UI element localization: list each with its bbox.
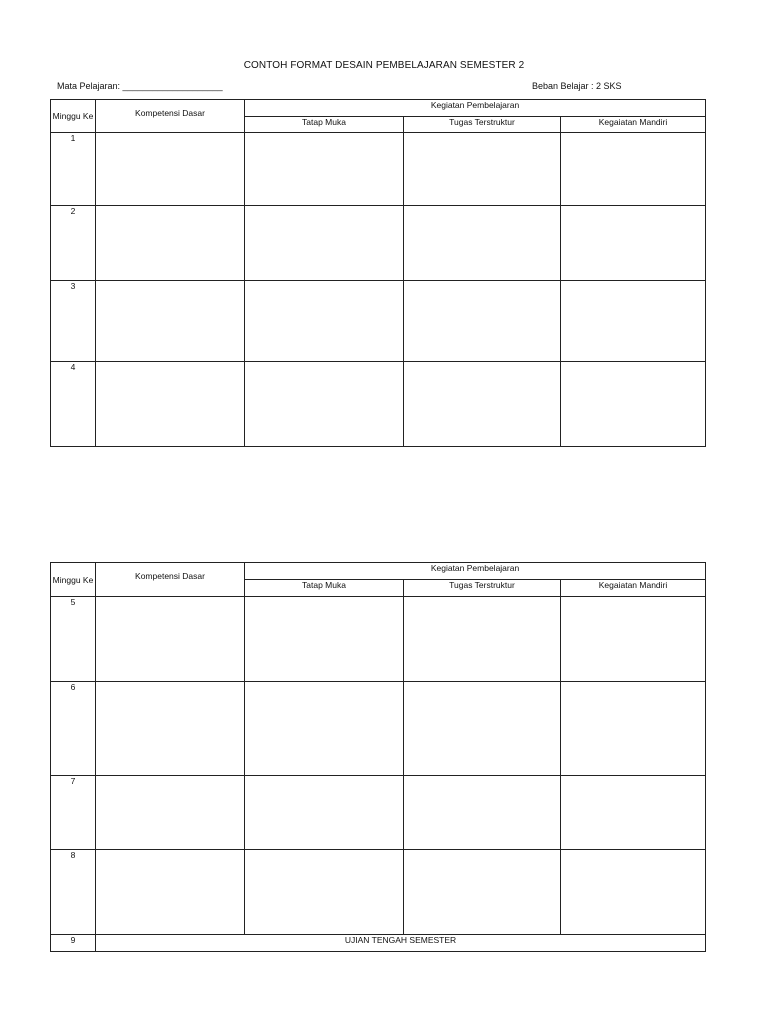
tugas-cell[interactable] (404, 281, 561, 362)
tatap-muka-cell[interactable] (245, 281, 404, 362)
week-number: 4 (51, 362, 96, 447)
learning-design-table-1 (50, 99, 706, 447)
header-kegiatan-pembelajaran: Kegiatan Pembelajaran (245, 563, 706, 580)
kompetensi-cell[interactable] (96, 133, 245, 206)
table-row (51, 133, 706, 206)
kompetensi-cell[interactable] (96, 362, 245, 447)
header-tatap-muka: Tatap Muka (245, 580, 404, 597)
tatap-muka-cell[interactable] (245, 597, 404, 682)
mandiri-cell[interactable] (561, 850, 706, 935)
kompetensi-cell[interactable] (96, 682, 245, 776)
header-minggu-ke: Minggu Ke (51, 100, 96, 133)
week-number: 8 (51, 850, 96, 935)
table-row (51, 206, 706, 281)
tatap-muka-cell[interactable] (245, 682, 404, 776)
tugas-cell[interactable] (404, 133, 561, 206)
table-row (51, 362, 706, 447)
tugas-cell[interactable] (404, 850, 561, 935)
mandiri-cell[interactable] (561, 362, 706, 447)
week-number: 1 (51, 133, 96, 206)
week-number: 3 (51, 281, 96, 362)
learning-design-table-2 (50, 562, 706, 952)
mata-pelajaran-label: Mata Pelajaran: ____________________ (57, 81, 223, 91)
tatap-muka-cell[interactable] (245, 206, 404, 281)
header-kompetensi-dasar: Kompetensi Dasar (96, 563, 245, 597)
tugas-cell[interactable] (404, 362, 561, 447)
table-row (51, 682, 706, 776)
week-number: 2 (51, 206, 96, 281)
table-row (51, 850, 706, 935)
tugas-cell[interactable] (404, 776, 561, 850)
document-title: CONTOH FORMAT DESAIN PEMBELAJARAN SEMESTER 2 (243, 60, 525, 71)
table-row (51, 281, 706, 362)
mandiri-cell[interactable] (561, 281, 706, 362)
mandiri-cell[interactable] (561, 597, 706, 682)
kompetensi-cell[interactable] (96, 776, 245, 850)
header-kegiatan-mandiri: Kegaiatan Mandiri (561, 117, 706, 133)
mandiri-cell[interactable] (561, 206, 706, 281)
week-number: 6 (51, 682, 96, 776)
mandiri-cell[interactable] (561, 682, 706, 776)
tatap-muka-cell[interactable] (245, 776, 404, 850)
tugas-cell[interactable] (404, 597, 561, 682)
tatap-muka-cell[interactable] (245, 133, 404, 206)
tugas-cell[interactable] (404, 206, 561, 281)
ujian-tengah-semester-label: UJIAN TENGAH SEMESTER (96, 935, 706, 952)
mandiri-cell[interactable] (561, 776, 706, 850)
header-tugas-terstruktur: Tugas Terstruktur (404, 580, 561, 597)
week-number: 9 (51, 935, 96, 952)
header-tatap-muka: Tatap Muka (245, 117, 404, 133)
header-tugas-terstruktur: Tugas Terstruktur (404, 117, 561, 133)
mandiri-cell[interactable] (561, 133, 706, 206)
header-kompetensi-dasar: Kompetensi Dasar (96, 100, 245, 133)
kompetensi-cell[interactable] (96, 850, 245, 935)
kompetensi-cell[interactable] (96, 597, 245, 682)
header-minggu-ke: Minggu Ke (51, 563, 96, 597)
tugas-cell[interactable] (404, 682, 561, 776)
week-number: 7 (51, 776, 96, 850)
tatap-muka-cell[interactable] (245, 850, 404, 935)
exam-row (51, 935, 706, 952)
beban-belajar-label: Beban Belajar : 2 SKS (532, 81, 622, 91)
kompetensi-cell[interactable] (96, 206, 245, 281)
header-kegiatan-pembelajaran: Kegiatan Pembelajaran (245, 100, 706, 117)
header-kegiatan-mandiri: Kegaiatan Mandiri (561, 580, 706, 597)
tatap-muka-cell[interactable] (245, 362, 404, 447)
table-row (51, 597, 706, 682)
kompetensi-cell[interactable] (96, 281, 245, 362)
table-row (51, 776, 706, 850)
week-number: 5 (51, 597, 96, 682)
